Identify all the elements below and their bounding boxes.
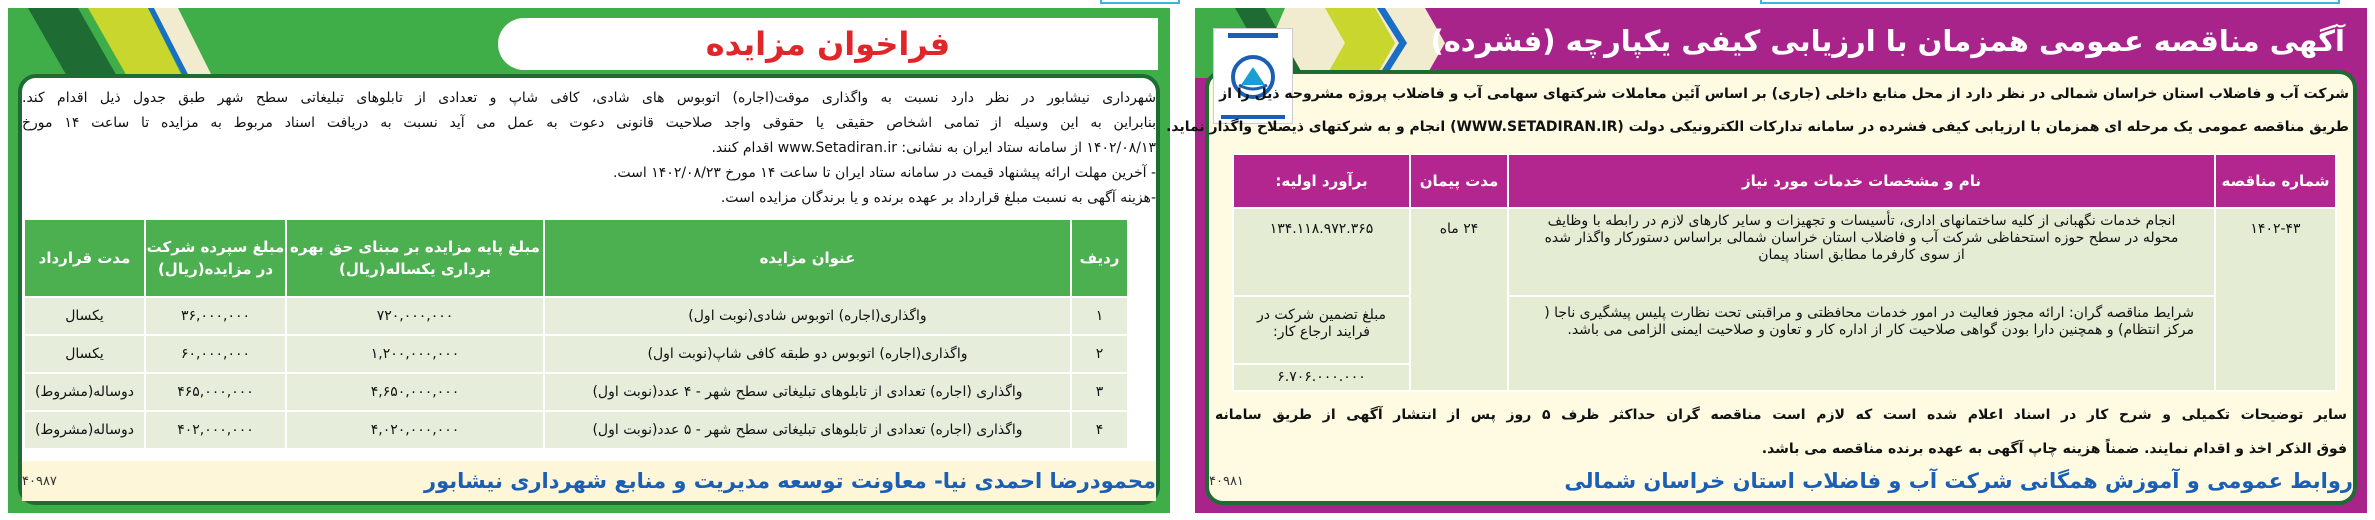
tender-footer xyxy=(1209,461,2353,501)
col-duration: مدت پیمان xyxy=(1410,154,1508,208)
tender-ad xyxy=(1166,8,2367,513)
cell-deposit: ۳۶,۰۰۰,۰۰۰ xyxy=(145,297,286,335)
cell-estimate: ۱۳۴.۱۱۸.۹۷۲.۳۶۵ xyxy=(1233,208,1410,296)
table-row xyxy=(24,335,1128,373)
cell-deposit: ۴۶۵,۰۰۰,۰۰۰ xyxy=(145,373,286,411)
cell-tender-number: ۱۴۰۲-۴۳ xyxy=(2215,208,2336,391)
cell-base-price: ۷۲۰,۰۰۰,۰۰۰ xyxy=(286,297,544,335)
table-row xyxy=(24,297,1128,335)
note-line: فوق الذکر اخذ و اقدام نمایند. ضمناً هزینه چاپ آگهی به عهده برنده مناقصه می باشد. xyxy=(1761,441,2347,457)
auction-intro xyxy=(22,86,1156,211)
divider xyxy=(1100,0,1180,4)
note-line: سایر توضیحات تکمیلی و شرح کار در اسناد اعلام شده است که لازم است مناقصه گران حداکثر ظرف ۵ روز پس از انتشار آگهی از طریق سامانه xyxy=(1215,407,2347,423)
col-estimate: برآورد اولیه: xyxy=(1233,154,1410,208)
intro-line: شهرداری نیشابور در نظر دارد نسبت به واگذاری موقت(اجاره) اتوبوس های شادی، کافی شاپ و تعدادی از تابلوهای تبلیغاتی سطح شهر طبق جدول ذیل اقدام کند. xyxy=(22,90,1156,106)
table-row xyxy=(24,411,1128,449)
intro-line: ۱۴۰۲/۰۸/۱۳ از سامانه ستاد ایران به نشانی: www.Setadiran.ir اقدام کنند. xyxy=(711,140,1156,156)
cell-base-price: ۴,۰۲۰,۰۰۰,۰۰۰ xyxy=(286,411,544,449)
tender-notes xyxy=(1215,398,2347,466)
intro-line: - آخرین مهلت ارائه پیشنهاد قیمت در سامانه ستاد ایران تا ساعت ۱۴ مورخ ۱۴۰۲/۰۸/۲۳ است. xyxy=(612,165,1156,181)
cell-row-number: ۳ xyxy=(1071,373,1128,411)
divider xyxy=(1760,0,2340,4)
signature: محمودرضا احمدی نیا- معاونت توسعه مدیریت و منابع شهرداری نیشابور xyxy=(424,469,1156,493)
cell-title: واگذاری(اجاره) اتوبوس شادی(نوبت اول) xyxy=(544,297,1071,335)
cell-duration: دوساله(مشروط) xyxy=(24,373,145,411)
auction-table xyxy=(23,218,1129,450)
intro-line: بنابراین به این وسیله از تمامی اشخاص حقیقی یا حقوقی واجد صلاحیت قانونی دعوت به عمل می آید نسبت به دریافت اسناد مربوط به مزایده تا ساعت ۱۴ مورخ xyxy=(22,115,1156,131)
tender-intro xyxy=(1166,78,2349,144)
cell-deposit: ۴۰۲,۰۰۰,۰۰۰ xyxy=(145,411,286,449)
cell-duration: ۲۴ ماه xyxy=(1410,208,1508,391)
cell-service: انجام خدمات نگهبانی از کلیه ساختمانهای اداری، تأسیسات و تجهیزات و سایر کارهای لازم در رابطه با وظایف محوله در سطح حوزه استحفاظی شرکت آب و فاضلاب استان خراسان شمالی براساس دستورکار واگذار شده از سوی کارفرما مطابق اسناد پیمان xyxy=(1508,208,2215,296)
guarantee-label: مبلغ تضمین شرکت در فرایند ارجاع کار: xyxy=(1234,297,1409,365)
cell-duration: دوساله(مشروط) xyxy=(24,411,145,449)
ad-number: ۴۰۹۸۱ xyxy=(1209,473,1244,489)
intro-line: شرکت آب و فاضلاب استان خراسان شمالی در نظر دارد از محل منابع داخلی (جاری) بر اساس آئین معاملات شرکتهای سهامی آب و فاضلاب پروژه مشروحه ذیل را از xyxy=(1219,86,2349,102)
col-duration: مدت قرارداد xyxy=(24,219,145,297)
col-service: نام و مشخصات خدمات مورد نیاز xyxy=(1508,154,2215,208)
table-header-row xyxy=(24,219,1128,297)
col-tender-number: شماره مناقصه xyxy=(2215,154,2336,208)
table-header-row xyxy=(1233,154,2336,208)
auction-ad xyxy=(8,8,1170,513)
cell-guarantee xyxy=(1233,296,1410,391)
table-row xyxy=(1233,296,2336,391)
cell-duration: یکسال xyxy=(24,335,145,373)
table-row xyxy=(24,373,1128,411)
cell-title: واگذاری (اجاره) تعدادی از تابلوهای تبلیغاتی سطح شهر - ۵ عدد(نوبت اول) xyxy=(544,411,1071,449)
page-title: آگهی مناقصه عمومی همزمان با ارزیابی کیفی یکپارچه (فشرده) xyxy=(1430,24,2345,58)
title-box xyxy=(498,18,1158,70)
cell-base-price: ۴,۶۵۰,۰۰۰,۰۰۰ xyxy=(286,373,544,411)
cell-row-number: ۴ xyxy=(1071,411,1128,449)
tender-table xyxy=(1232,153,2337,392)
decorative-stripes xyxy=(8,8,238,78)
page-title: فراخوان مزایده xyxy=(705,25,951,63)
cell-conditions: شرایط مناقصه گران: ارائه مجوز فعالیت در امور خدمات محافظتی و مراقبتی تحت نظارت پلیس پیشگیری ناجا ( مرکز انتظام) و همچنین دارا بودن گواهی صلاحیت کار از اداره کار و تعاون و صلاحیت ایمنی الزامی می باشد. xyxy=(1508,296,2215,391)
cell-deposit: ۶۰,۰۰۰,۰۰۰ xyxy=(145,335,286,373)
table-row xyxy=(1233,208,2336,296)
col-row-number: ردیف xyxy=(1071,219,1128,297)
signature: روابط عمومی و آموزش همگانی شرکت آب و فاضلاب استان خراسان شمالی xyxy=(1564,469,2353,493)
cell-title: واگذاری (اجاره) تعدادی از تابلوهای تبلیغاتی سطح شهر - ۴ عدد(نوبت اول) xyxy=(544,373,1071,411)
col-title: عنوان مزایده xyxy=(544,219,1071,297)
cell-duration: یکسال xyxy=(24,297,145,335)
col-base-price: مبلغ پایه مزایده بر مبنای حق بهره برداری یکساله(ریال) xyxy=(286,219,544,297)
cell-row-number: ۲ xyxy=(1071,335,1128,373)
cell-base-price: ۱,۲۰۰,۰۰۰,۰۰۰ xyxy=(286,335,544,373)
ad-number: ۴۰۹۸۷ xyxy=(22,473,57,489)
col-deposit: مبلغ سپرده شرکت در مزایده(ریال) xyxy=(145,219,286,297)
cell-row-number: ۱ xyxy=(1071,297,1128,335)
auction-footer xyxy=(22,461,1156,501)
intro-line: -هزینه آگهی به نسبت مبلغ قرارداد بر عهده برنده و یا برندگان مزایده است. xyxy=(720,190,1156,206)
intro-line: طریق مناقصه عمومی یک مرحله ای همزمان با ارزیابی کیفی فشرده در سامانه تدارکات الکترونیکی دولت (WWW.SETADIRAN.IR) انجام و به شرکتهای ذیصلاح واگذار نماید. xyxy=(1166,119,2349,135)
cell-title: واگذاری(اجاره) اتوبوس دو طبقه کافی شاپ(نوبت اول) xyxy=(544,335,1071,373)
guarantee-amount: ۶.۷۰۶.۰۰۰.۰۰۰ xyxy=(1277,369,1366,385)
